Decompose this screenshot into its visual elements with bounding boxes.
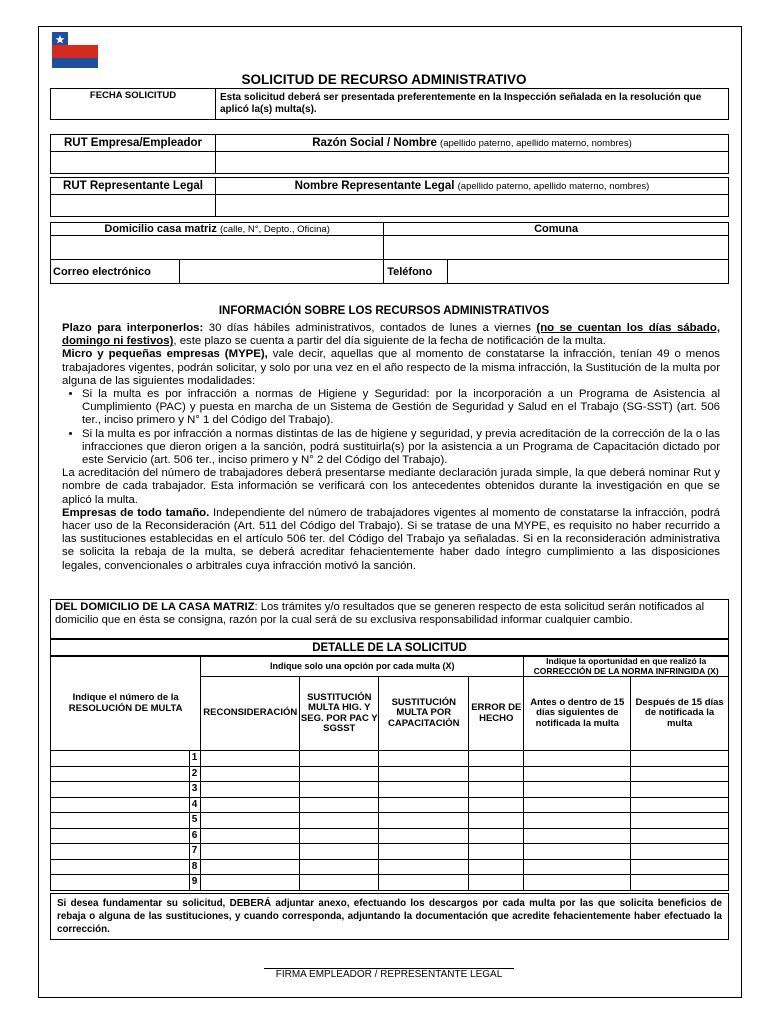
logo	[52, 32, 98, 68]
plazo-paragraph: Plazo para interponerlos: 30 días hábiles administrativos, contados de lunes a viernes (no se cuentan los días sábado, domingo ni festivos), este plazo se cuenta a partir del día siguiente de la fecha de notificación de la multa.	[62, 322, 720, 348]
razon-social-label: Razón Social / Nombre (apellido paterno, apellido materno, nombres)	[216, 135, 729, 152]
opcion-header: Indique solo una opción por cada multa (X)	[201, 657, 524, 677]
fecha-label: FECHA SOLICITUD	[51, 89, 216, 120]
col-sust-cap: SUSTITUCIÓN MULTA POR CAPACITACIÓN	[379, 677, 469, 751]
domicilio-label: Domicilio casa matriz (calle, N°, Depto., Oficina)	[51, 223, 384, 236]
antes-cell[interactable]	[524, 782, 631, 798]
sust-cap-cell[interactable]	[379, 751, 469, 767]
fecha-table	[50, 88, 729, 120]
antes-cell[interactable]	[524, 751, 631, 767]
resolucion-number-field[interactable]	[51, 844, 190, 860]
antes-cell[interactable]	[524, 766, 631, 782]
telefono-label: Teléfono	[384, 260, 448, 284]
sust-pac-cell[interactable]	[300, 875, 379, 891]
resolucion-number-field[interactable]	[51, 875, 190, 891]
resolucion-number-field[interactable]	[51, 797, 190, 813]
sust-pac-cell[interactable]	[300, 828, 379, 844]
firma-label: FIRMA EMPLEADOR / REPRESENTANTE LEGAL	[275, 969, 503, 980]
despues-cell[interactable]	[631, 859, 729, 875]
telefono-field[interactable]	[448, 260, 729, 284]
antes-cell[interactable]	[524, 813, 631, 829]
rut-empresa-label: RUT Empresa/Empleador	[51, 135, 216, 152]
col-reconsideracion: RECONSIDERACIÓN	[201, 677, 300, 751]
sust-cap-cell[interactable]	[379, 782, 469, 798]
table-row	[51, 875, 729, 891]
fecha-note: Esta solicitud deberá ser presentada preferentemente en la Inspección señalada en la resolución que aplicó la(s) multa(s).	[216, 89, 729, 120]
sust-pac-cell[interactable]	[300, 844, 379, 860]
row-number: 4	[190, 797, 201, 813]
sust-cap-cell[interactable]	[379, 797, 469, 813]
detalle-title: DETALLE DE LA SOLICITUD	[50, 639, 729, 656]
despues-cell[interactable]	[631, 797, 729, 813]
antes-cell[interactable]	[524, 875, 631, 891]
mype-paragraph: Micro y pequeñas empresas (MYPE), vale decir, aquellas que al momento de constatarse la infracción, tenían 49 o menos trabajadores vigentes, podrán solicitar, y solo por una vez en el año respecto de la misma infracción, la Sustitución de la multa por alguna de las siguientes modalidades:	[62, 348, 720, 387]
sust-cap-cell[interactable]	[379, 844, 469, 860]
sust-cap-cell[interactable]	[379, 828, 469, 844]
nombre-representante-field[interactable]	[216, 195, 729, 217]
rut-representante-label: RUT Representante Legal	[51, 178, 216, 195]
row-number: 5	[190, 813, 201, 829]
error-cell[interactable]	[469, 844, 524, 860]
sust-pac-cell[interactable]	[300, 859, 379, 875]
comuna-label: Comuna	[384, 223, 729, 236]
mype-list	[62, 388, 720, 467]
table-row	[51, 813, 729, 829]
mype-bullet-2: • Si la multa es por infracción a normas distintas de las de higiene y seguridad, y previa acreditación de la corrección de la o las infracciones que dieron origen a la sanción, podrá sustituirla(s) por la asistencia a un Programa de Capacitación dictado por este Servicio (art. 506 ter., inciso primero y N° 2 del Código del Trabajo).	[82, 428, 720, 468]
sust-pac-cell[interactable]	[300, 751, 379, 767]
resolucion-number-field[interactable]	[51, 766, 190, 782]
sust-pac-cell[interactable]	[300, 813, 379, 829]
government-logo-icon	[52, 32, 98, 68]
row-number: 6	[190, 828, 201, 844]
row-number: 9	[190, 875, 201, 891]
resolucion-number-field[interactable]	[51, 813, 190, 829]
antes-cell[interactable]	[524, 797, 631, 813]
reconsideracion-cell[interactable]	[201, 828, 300, 844]
rut-empresa-field[interactable]	[51, 152, 216, 174]
rut-representante-field[interactable]	[51, 195, 216, 217]
reconsideracion-cell[interactable]	[201, 813, 300, 829]
col-despues: Después de 15 días de notificada la multa	[631, 677, 729, 751]
row-number: 1	[190, 751, 201, 767]
col-antes: Antes o dentro de 15 días siguientes de notificada la multa	[524, 677, 631, 751]
error-cell[interactable]	[469, 859, 524, 875]
nombre-representante-label: Nombre Representante Legal (apellido paterno, apellido materno, nombres)	[216, 178, 729, 195]
reconsideracion-cell[interactable]	[201, 875, 300, 891]
row-number: 8	[190, 859, 201, 875]
comuna-field[interactable]	[384, 236, 729, 260]
detalle-rows	[51, 751, 729, 891]
antes-cell[interactable]	[524, 828, 631, 844]
error-cell[interactable]	[469, 751, 524, 767]
table-row	[51, 859, 729, 875]
mype-bullet-1: • Si la multa es por infracción a normas de Higiene y Seguridad: por la incorporación a un Programa de Asistencia al Cumplimiento (PAC) y puesta en marcha de un Sistema de Gestión de Seguridad y Salud en el Trabajo (SG-SST) (art. 506 ter., inciso primero y N° 1 del Código del Trabajo).	[82, 388, 720, 428]
antes-cell[interactable]	[524, 844, 631, 860]
correo-field[interactable]	[180, 260, 384, 284]
reconsideracion-cell[interactable]	[201, 859, 300, 875]
domicilio-table	[50, 222, 729, 284]
despues-cell[interactable]	[631, 813, 729, 829]
despues-cell[interactable]	[631, 751, 729, 767]
sust-cap-cell[interactable]	[379, 875, 469, 891]
reconsideracion-cell[interactable]	[201, 797, 300, 813]
sust-pac-cell[interactable]	[300, 797, 379, 813]
table-row	[51, 844, 729, 860]
detalle-table	[50, 656, 729, 891]
sust-cap-cell[interactable]	[379, 813, 469, 829]
resolucion-number-field[interactable]	[51, 751, 190, 767]
info-heading: INFORMACIÓN SOBRE LOS RECURSOS ADMINISTRATIVOS	[218, 305, 550, 317]
row-number: 3	[190, 782, 201, 798]
representante-table	[50, 177, 729, 217]
despues-cell[interactable]	[631, 766, 729, 782]
col-error: ERROR DE HECHO	[469, 677, 524, 751]
domicilio-field[interactable]	[51, 236, 384, 260]
sust-cap-cell[interactable]	[379, 766, 469, 782]
table-row	[51, 797, 729, 813]
error-cell[interactable]	[469, 813, 524, 829]
resolucion-number-field[interactable]	[51, 782, 190, 798]
oportunidad-header: Indique la oportunidad en que realizó la CORRECCIÓN DE LA NORMA INFRINGIDA (X)	[524, 657, 729, 677]
reconsideracion-cell[interactable]	[201, 844, 300, 860]
sust-pac-cell[interactable]	[300, 766, 379, 782]
reconsideracion-cell[interactable]	[201, 782, 300, 798]
error-cell[interactable]	[469, 875, 524, 891]
resolucion-number-field[interactable]	[51, 859, 190, 875]
despues-cell[interactable]	[631, 782, 729, 798]
table-row	[51, 828, 729, 844]
acreditacion-paragraph: La acreditación del número de trabajadores deberá presentarse mediante declaración jurada simple, la que deberá nominar Rut y nombre de cada trabajador. Esta información se verificará con los antecedentes obtenidos durante la investigación en que se aplicó la multa.	[62, 467, 720, 506]
error-cell[interactable]	[469, 782, 524, 798]
col-sust-pac: SUSTITUCIÓN MULTA HIG. Y SEG. POR PAC Y SGSST	[300, 677, 379, 751]
table-row	[51, 751, 729, 767]
anexo-box: Si desea fundamentar su solicitud, DEBERÁ adjuntar anexo, efectuando los descargos por cada multa por las que solicita beneficios de rebaja o alguna de las sustituciones, y cuando corresponda, adjuntando la documentación que acredite fehacientemente haber efectuado la corrección.	[50, 893, 729, 940]
empresas-paragraph: Empresas de todo tamaño. Independiente del número de trabajadores vigentes al momento de constatarse la infracción, podrá hacer uso de la Reconsideración (Art. 511 del Código del Trabajo). Si se tratase de una MYPE, es requisito no haber recurrido a las sustituciones establecidas en el artículo 506 ter. del Código del Trabajo ya señaladas. Si en la reconsideración administrativa se solicita la rebaja de la multa, se deberá acreditar fehacientemente haber dado íntegro cumplimiento a las disposiciones legales, convencionales o arbitrales cuya infracción motivó la sanción.	[62, 506, 720, 572]
despues-cell[interactable]	[631, 828, 729, 844]
error-cell[interactable]	[469, 766, 524, 782]
sust-cap-cell[interactable]	[379, 859, 469, 875]
empresa-table	[50, 134, 729, 174]
row-number: 7	[190, 844, 201, 860]
table-row	[51, 782, 729, 798]
reconsideracion-cell[interactable]	[201, 751, 300, 767]
error-cell[interactable]	[469, 797, 524, 813]
form-title: SOLICITUD DE RECURSO ADMINISTRATIVO	[241, 72, 527, 87]
despues-cell[interactable]	[631, 844, 729, 860]
despues-cell[interactable]	[631, 875, 729, 891]
correo-label: Correo electrónico	[51, 260, 180, 284]
notificacion-box: DEL DOMICILIO DE LA CASA MATRIZ: Los trámites y/o resultados que se generen respecto de esta solicitud serán notificados al domicilio que en ésta se consigna, razón por la cual será de su exclusiva responsabilidad informar cualquier cambio.	[50, 599, 729, 639]
razon-social-field[interactable]	[216, 152, 729, 174]
sust-pac-cell[interactable]	[300, 782, 379, 798]
reconsideracion-cell[interactable]	[201, 766, 300, 782]
error-cell[interactable]	[469, 828, 524, 844]
table-row	[51, 766, 729, 782]
resolucion-number-field[interactable]	[51, 828, 190, 844]
resolucion-header: Indique el número de la RESOLUCIÓN DE MULTA	[51, 657, 201, 751]
info-block	[62, 322, 720, 573]
row-number: 2	[190, 766, 201, 782]
antes-cell[interactable]	[524, 859, 631, 875]
